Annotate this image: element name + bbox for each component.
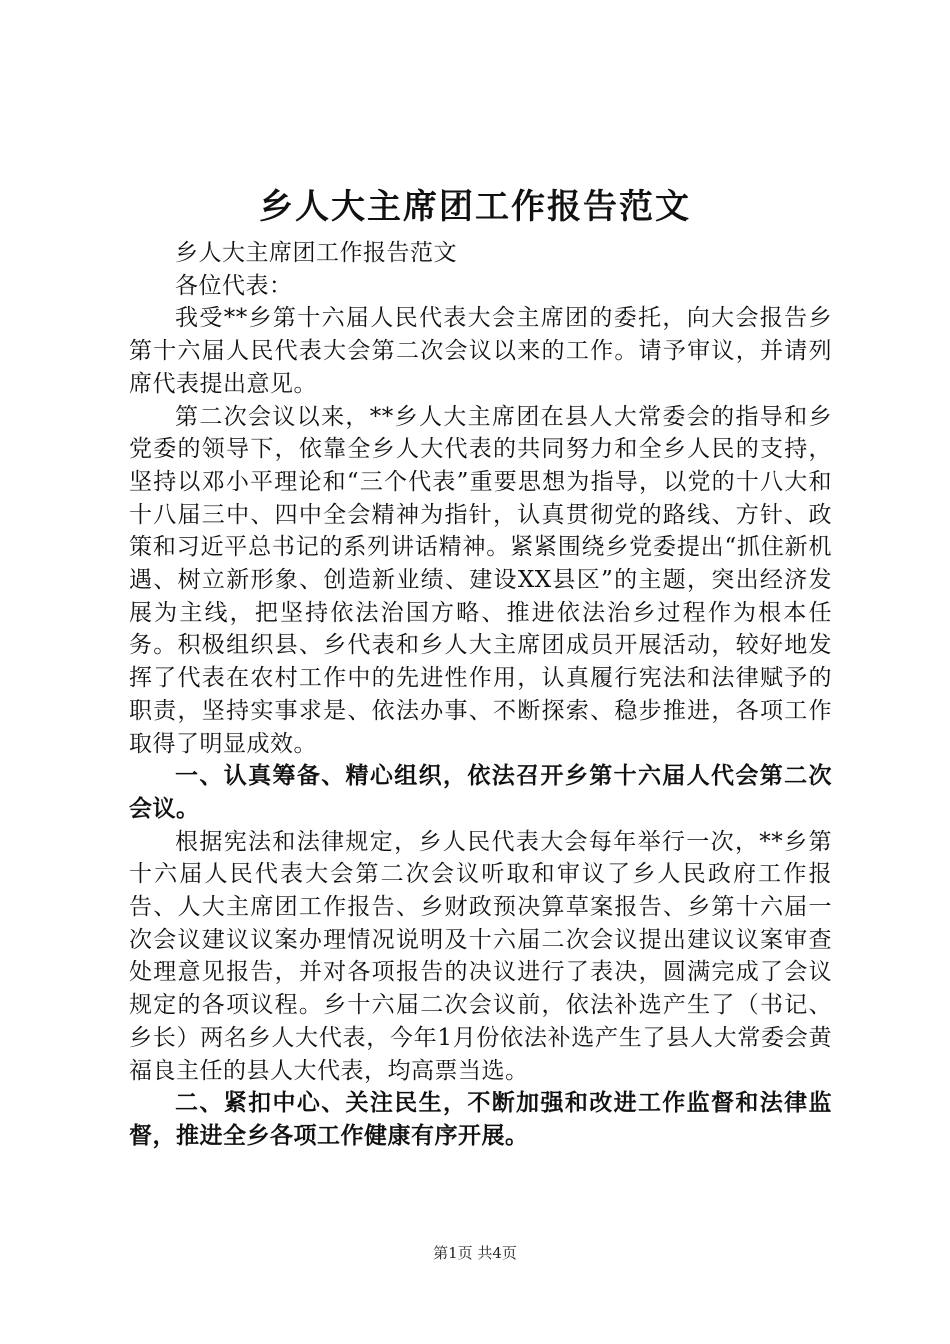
intro-paragraph: 我受**乡第十六届人民代表大会主席团的委托，向大会报告乡第十六届人民代表大会第二次会议以来的工作。请予审议，并请列席代表提出意见。 [129,305,832,397]
document-body [129,237,832,1153]
section-heading-2: 二、紧扣中心、关注民生，不断加强和改进工作监督和法律监督，推进全乡各项工作健康有序开展。 [129,1090,832,1149]
section-1-paragraph: 根据宪法和法律规定，乡人民代表大会每年举行一次，**乡第十六届人民代表大会第二次会议听取和审议了乡人民政府工作报告、人大主席团工作报告、乡财政预决算草案报告、乡第十六届一次会议建议议案办理情况说明及十六届二次会议提出建议议案审查处理意见报告，并对各项报告的决议进行了表决，圆满完成了会议规定的各项议程。乡十六届二次会议前，依法补选产生了（书记、乡长）两名乡人大代表，今年1月份依法补选产生了县人大常委会黄福良主任的县人大代表，均高票当选。 [129,828,832,1084]
section-heading-1: 一、认真筹备、精心组织，依法召开乡第十六届人代会第二次会议。 [129,763,832,822]
summary-paragraph: 第二次会议以来，**乡人大主席团在县人大常委会的指导和乡党委的领导下，依靠全乡人大代表的共同努力和全乡人民的支持，坚持以邓小平理论和“三个代表”重要思想为指导，以党的十八大和十八届三中、四中全会精神为指针，认真贯彻党的路线、方针、政策和习近平总书记的系列讲话精神。紧紧围绕乡党委提出“抓住新机遇、树立新形象、创造新业绩、建设XX县区”的主题，突出经济发展为主线，把坚持依法治国方略、推进依法治乡过程作为根本任务。积极组织县、乡代表和乡人大主席团成员开展活动，较好地发挥了代表在农村工作中的先进性作用，认真履行宪法和法律赋予的职责，坚持实事求是、依法办事、不断探索、稳步推进，各项工作取得了明显成效。 [129,403,832,757]
page-footer: 第1页 共4页 [433,1244,517,1262]
subtitle-paragraph: 乡人大主席团工作报告范文 [175,240,457,266]
salutation-paragraph: 各位代表： [175,272,293,299]
document-title: 乡人大主席团工作报告范文 [259,187,691,227]
